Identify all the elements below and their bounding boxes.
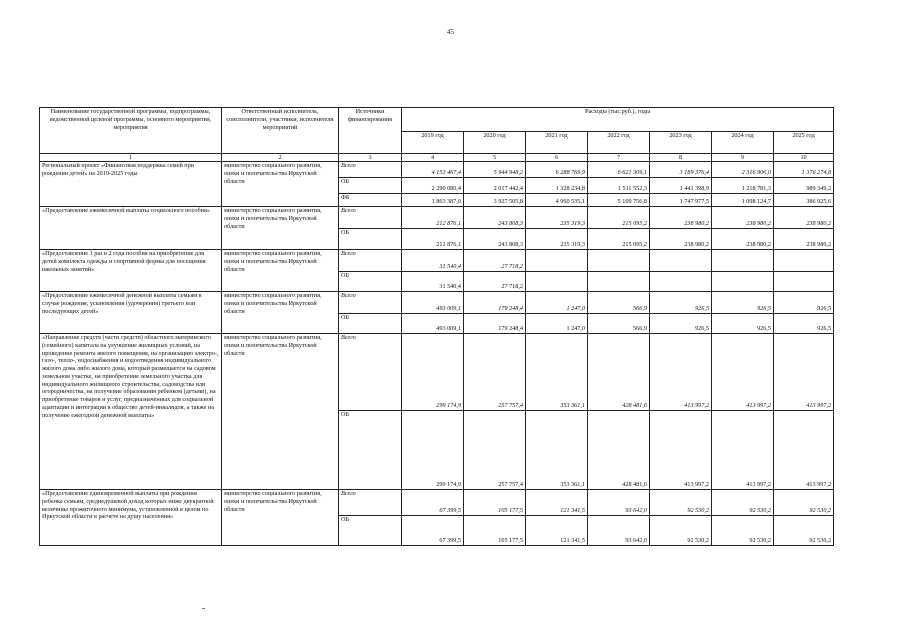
amount-cell: 67 399,5 [402, 516, 464, 546]
amount-cell: 493 009,1 [402, 292, 464, 314]
amount-cell: 235 319,3 [526, 229, 588, 250]
header-expenses: Расходы (тыс.руб.), годы [402, 108, 834, 132]
column-number: 10 [774, 154, 834, 162]
amount-cell: 238 980,2 [774, 207, 834, 229]
activity-name: «Предоставление ежемесячной денежной выплаты семьям в случае рождения, усыновления (удочерения) третьего или последующих детей» [40, 292, 222, 334]
amount-cell: 212 876,1 [402, 229, 464, 250]
column-number: 5 [464, 154, 526, 162]
funding-source: Всего [339, 250, 402, 272]
table-row [40, 162, 834, 178]
amount-cell: 215 095,2 [588, 229, 650, 250]
amount-cell: 67 399,5 [402, 490, 464, 516]
amount-cell: 413 997,2 [774, 411, 834, 490]
amount-cell: 31 540,4 [402, 272, 464, 292]
funding-source: Всего [339, 490, 402, 516]
column-number: 4 [402, 154, 464, 162]
executor-name: министерство социального развития, опеки и попечительства Иркутской области [222, 250, 339, 292]
amount-cell: 2 316 906,0 [712, 162, 774, 178]
executor-name: министерство социального развития, опеки и попечительства Иркутской области [222, 207, 339, 250]
amount-cell: 215 095,2 [588, 207, 650, 229]
amount-cell: 93 642,0 [588, 516, 650, 546]
amount-cell: 92 530,2 [650, 516, 712, 546]
amount-cell: 92 530,2 [712, 490, 774, 516]
amount-cell: 257 757,4 [464, 411, 526, 490]
amount-cell: 926,5 [712, 314, 774, 334]
column-number: 9 [712, 154, 774, 162]
amount-cell: 1 376 274,8 [774, 162, 834, 178]
amount-cell [712, 250, 774, 272]
amount-cell: 1 328 234,8 [526, 178, 588, 194]
amount-cell: 413 997,2 [712, 334, 774, 411]
amount-cell: 353 361,1 [526, 334, 588, 411]
header-executor: Ответственный исполнитель, соисполнители, участники, исполнители мероприятий [222, 108, 339, 154]
amount-cell [526, 272, 588, 292]
header-year: 2019 год [402, 132, 464, 154]
header-year: 2021 год [526, 132, 588, 154]
amount-cell: 105 177,5 [464, 516, 526, 546]
table-row [40, 334, 834, 411]
amount-cell: 413 997,2 [650, 411, 712, 490]
header-year: 2024 год [712, 132, 774, 154]
budget-table [39, 107, 834, 546]
table-row [40, 250, 834, 272]
amount-cell: 92 530,2 [712, 516, 774, 546]
column-number: 2 [222, 154, 339, 162]
amount-cell: 1 098 124,7 [712, 194, 774, 207]
amount-cell: 1 511 552,3 [588, 178, 650, 194]
amount-cell [774, 272, 834, 292]
amount-cell: 93 642,0 [588, 490, 650, 516]
amount-cell: 3 927 505,8 [464, 194, 526, 207]
executor-name: министерство социального развития, опеки и попечительства Иркутской области [222, 292, 339, 334]
amount-cell [588, 250, 650, 272]
amount-cell: 235 319,3 [526, 207, 588, 229]
amount-cell: 1 441 398,9 [650, 178, 712, 194]
amount-cell: 299 174,9 [402, 411, 464, 490]
table-row [40, 490, 834, 516]
amount-cell: 92 530,2 [650, 490, 712, 516]
amount-cell: 428 481,6 [588, 334, 650, 411]
column-number: 3 [339, 154, 402, 162]
funding-source: Всего [339, 292, 402, 314]
executor-name: министерство социального развития, опеки и попечительства Иркутской области [222, 162, 339, 207]
amount-cell [774, 250, 834, 272]
amount-cell: 566,9 [588, 314, 650, 334]
activity-name: «Предоставление ежемесячной выплаты социального пособия» [40, 207, 222, 250]
amount-cell: 92 530,2 [774, 516, 834, 546]
column-number: 8 [650, 154, 712, 162]
amount-cell: 92 530,2 [774, 490, 834, 516]
amount-cell: 238 980,2 [650, 207, 712, 229]
amount-cell: 493 009,1 [402, 314, 464, 334]
activity-name: «Предоставление единовременной выплаты при рождении ребенка семьям, среднедушевой доход которых ниже двукратной величины прожиточного минимума, установленной в целом по Иркутской области в расчете на душу населения» [40, 490, 222, 546]
amount-cell: 6 621 309,1 [588, 162, 650, 178]
amount-cell: 566,9 [588, 292, 650, 314]
amount-cell [650, 250, 712, 272]
amount-cell: 31 540,4 [402, 250, 464, 272]
amount-cell: 428 481,6 [588, 411, 650, 490]
column-number: 6 [526, 154, 588, 162]
amount-cell: 299 174,9 [402, 334, 464, 411]
amount-cell: 105 177,5 [464, 490, 526, 516]
amount-cell: 926,5 [774, 314, 834, 334]
amount-cell: 5 944 948,2 [464, 162, 526, 178]
header-source: Источники финансирования [339, 108, 402, 154]
column-number: 7 [588, 154, 650, 162]
amount-cell: 238 980,2 [650, 229, 712, 250]
page-number: 45 [447, 28, 454, 36]
column-number-row [40, 154, 834, 162]
amount-cell [526, 250, 588, 272]
header-year: 2020 год [464, 132, 526, 154]
amount-cell: 121 341,5 [526, 516, 588, 546]
executor-name: министерство социального развития, опеки и попечительства Иркутской области [222, 334, 339, 490]
amount-cell: 1 247,0 [526, 292, 588, 314]
funding-source: ОБ [339, 272, 402, 292]
funding-source: ОБ [339, 411, 402, 490]
amount-cell: 926,5 [712, 292, 774, 314]
amount-cell: 243 808,3 [464, 229, 526, 250]
amount-cell: 257 757,4 [464, 334, 526, 411]
funding-source: ОБ [339, 229, 402, 250]
amount-cell: 1 218 781,3 [712, 178, 774, 194]
table-row [40, 207, 834, 229]
amount-cell: 413 997,2 [774, 334, 834, 411]
amount-cell: 1 747 977,5 [650, 194, 712, 207]
amount-cell: 6 288 769,9 [526, 162, 588, 178]
funding-source: Всего [339, 334, 402, 411]
amount-cell: 27 718,2 [464, 250, 526, 272]
amount-cell: 238 980,2 [774, 229, 834, 250]
funding-source: ФБ [339, 194, 402, 207]
amount-cell: 3 189 376,4 [650, 162, 712, 178]
amount-cell: 179 248,4 [464, 314, 526, 334]
header-year: 2023 год [650, 132, 712, 154]
header-year: 2025 год [774, 132, 834, 154]
amount-cell: 179 248,4 [464, 292, 526, 314]
amount-cell: 121 341,5 [526, 490, 588, 516]
activity-name: «Предоставление 1 раз в 2 года пособия на приобретение для детей комплекта одежды и спортивной формы для посещения школьных занятий» [40, 250, 222, 292]
amount-cell: 989 349,2 [774, 178, 834, 194]
amount-cell [650, 272, 712, 292]
amount-cell: 27 718,2 [464, 272, 526, 292]
amount-cell: 926,5 [650, 314, 712, 334]
amount-cell: 4 960 535,1 [526, 194, 588, 207]
funding-source: ОБ [339, 314, 402, 334]
amount-cell [712, 272, 774, 292]
activity-name: «Направление средств (части средств) областного материнского (семейного) капитала на улучшение жилищных условий, на проведение ремонта жилого помещения, на организацию электро-, газо-, тепло-, водоснабжения и водоотведения индивидуального жилого дома либо жилого дома, который размещается на садовом земельном участке, на приобретение земельного участка для индивидуального жилищного строительства, садоводства или огородничества, на получение образования ребенком (детьми), на приобретение товаров и услуг, предназначенных для социальной адаптации и интеграции в общество детей-инвалидов, а также на получение ежегодной денежной выплаты» [40, 334, 222, 490]
amount-cell: 1 247,0 [526, 314, 588, 334]
activity-name: Региональный проект «Финансовая поддержка семей при рождении детей» на 2019-2025 годы [40, 162, 222, 207]
funding-source: Всего [339, 207, 402, 229]
amount-cell: 243 808,3 [464, 207, 526, 229]
amount-cell: 386 925,6 [774, 194, 834, 207]
amount-cell: 926,5 [774, 292, 834, 314]
amount-cell: 238 980,2 [712, 229, 774, 250]
amount-cell: 2 017 442,4 [464, 178, 526, 194]
amount-cell: 413 997,2 [650, 334, 712, 411]
funding-source: ОБ [339, 516, 402, 546]
table-row [40, 292, 834, 314]
amount-cell: 5 109 756,8 [588, 194, 650, 207]
scan-mark [202, 608, 205, 609]
amount-cell: 212 876,1 [402, 207, 464, 229]
amount-cell: 4 153 467,4 [402, 162, 464, 178]
amount-cell: 353 361,1 [526, 411, 588, 490]
header-year: 2022 год [588, 132, 650, 154]
column-number: 1 [40, 154, 222, 162]
amount-cell: 1 863 387,0 [402, 194, 464, 207]
amount-cell: 2 290 080,4 [402, 178, 464, 194]
amount-cell: 926,5 [650, 292, 712, 314]
amount-cell [588, 272, 650, 292]
executor-name: министерство социального развития, опеки и попечительства Иркутской области [222, 490, 339, 546]
amount-cell: 238 980,2 [712, 207, 774, 229]
header-name: Наименование государственной программы, подпрограммы, ведомственной целевой программы, основного мероприятия, мероприятия [40, 108, 222, 154]
amount-cell: 413 997,2 [712, 411, 774, 490]
funding-source: Всего [339, 162, 402, 178]
funding-source: ОБ [339, 178, 402, 194]
